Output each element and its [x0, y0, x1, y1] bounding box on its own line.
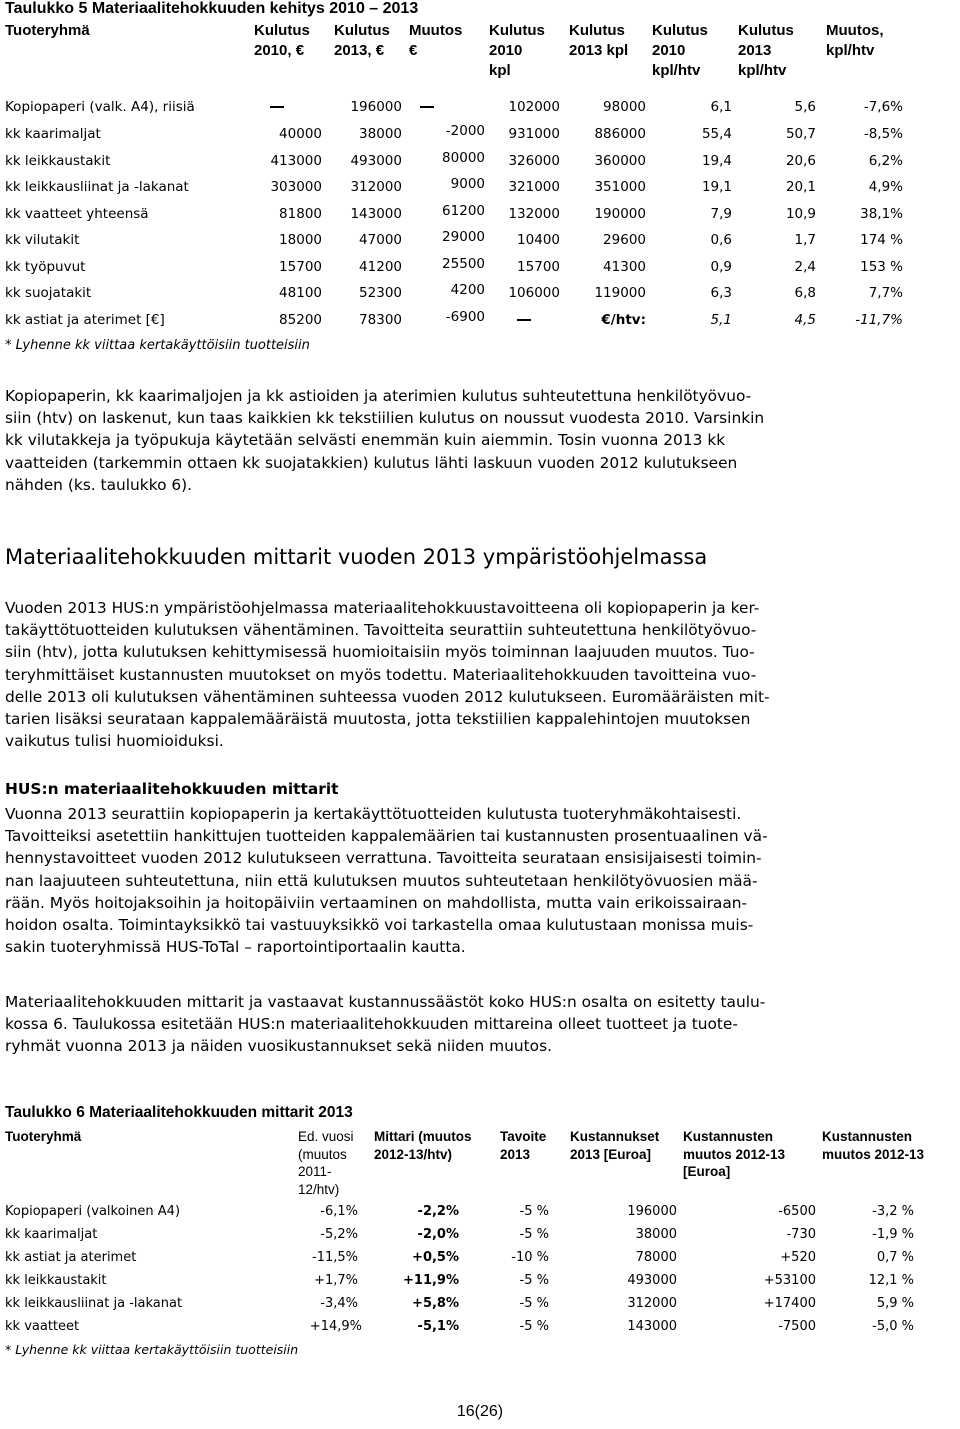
- cell-c6: 55,4: [701, 126, 732, 142]
- cell-c7: 10,9: [785, 206, 816, 222]
- cell-c4: 106000: [508, 285, 560, 301]
- paragraph-3: Vuonna 2013 seurattiin kopiopaperin ja kertakäyttötuotteiden kulutusta tuoteryhmäkohtaisesti. Tavoitteiksi asetettiin hankittujen tuotteiden kappalemäärien tai kustannusten prosentuaalinen vä- hennystavoitteet vuoden 2012 kulutukseen verrattuna. Tavoitteita seurataan ensisijaisesti toimin- nan laajuuteen suhteutettuna, niin että kulutuksen muutos suhteutetaan henkilötyövuosien mää- rään. Myös hoitojaksoihin ja hoitopäiviin vertaaminen on mahdollista, mutta vain erikoissairaan- hoidon osalta. Toimintayksikkö tai vastuuyksikkö voi tarkastella omaa kulutustaan monissa muis- sakin tuoteryhmissä HUS-ToTal – raportointiportaalin kautta.: [5, 805, 768, 957]
- cell-c4: 321000: [508, 179, 560, 195]
- cell-c8: 7,7%: [868, 285, 903, 301]
- row-label: kk leikkausliinat ja -lakanat: [5, 1296, 183, 1311]
- cell-c6: 5,1: [710, 312, 732, 328]
- table5-header-c1: Kulutus 2010, €: [254, 22, 310, 59]
- cell-c2: 41200: [359, 259, 402, 275]
- row-label: kk astiat ja aterimet [€]: [5, 312, 165, 328]
- paragraph-1: Kopiopaperin, kk kaarimaljojen ja kk astioiden ja aterimien kulutus suhteutettuna henkilötyövuo- siin (htv) on laskenut, kun taas kaikkien kk tekstiilien kulutus on noussut vuodesta 2010. Varsinkin kk vilutakkeja ja työpukuja käytetään selvästi enemmän kuin aiemmin. Tosin vuonna 2013 kk vaatteiden (tarkemmin ottaen kk suojatakkien) kulutus lähti laskuun vuoden 2012 kulutukseen nähden (ks. taulukko 6).: [5, 387, 765, 494]
- table5-row: [0, 282, 960, 309]
- row-label: kk vaatteet: [5, 1319, 80, 1334]
- cell-c3: -2000: [445, 123, 485, 139]
- table6-row: [0, 1227, 960, 1249]
- cell-c2: 52300: [359, 285, 402, 301]
- cell-c4: 78000: [635, 1250, 677, 1265]
- cell-c1: -11,5%: [312, 1250, 358, 1265]
- cell-c4: 132000: [508, 206, 560, 222]
- table5-row: [0, 309, 960, 336]
- cell-c3: 80000: [442, 150, 485, 166]
- row-label: kk vilutakit: [5, 232, 80, 248]
- table5-footnote: * Lyhenne kk viittaa kertakäyttöisiin tuotteisiin: [5, 338, 310, 353]
- table5-row: [0, 123, 960, 150]
- cell-c3: -5 %: [519, 1273, 549, 1288]
- cell-c6: -1,9 %: [872, 1227, 914, 1242]
- section-heading: Materiaalitehokkuuden mittarit vuoden 2013 ympäristöohjelmassa: [5, 545, 708, 569]
- paragraph-4: Materiaalitehokkuuden mittarit ja vastaavat kustannussäästöt koko HUS:n osalta on esitetty taulu- kossa 6. Taulukossa esitetään HUS:n materiaalitehokkuuden mittareina olleet tuotteet ja tuote- ryhmät vuonna 2013 ja näiden vuosikustannukset sekä niiden muutos.: [5, 993, 766, 1056]
- table5-header-group: Tuoteryhmä: [5, 22, 90, 39]
- table5-header-c8: Muutos, kpl/htv: [826, 22, 884, 59]
- cell-c6: -5,0 %: [872, 1319, 914, 1334]
- table5-row: [0, 176, 960, 203]
- cell-c2: 196000: [350, 99, 402, 115]
- cell-c3-dash: [420, 99, 434, 115]
- cell-c7: 6,8: [794, 285, 816, 301]
- row-label: kk vaatteet yhteensä: [5, 206, 149, 222]
- table5-header-c4: Kulutus 2010 kpl: [489, 22, 545, 79]
- cell-c3: 61200: [442, 203, 485, 219]
- cell-c6: 19,1: [701, 179, 732, 195]
- cell-c5: +520: [780, 1250, 816, 1265]
- cell-c8: 6,2%: [868, 153, 903, 169]
- cell-c2: -5,1%: [417, 1319, 459, 1334]
- cell-c6: 0,9: [710, 259, 732, 275]
- cell-c2: +11,9%: [403, 1273, 459, 1288]
- cell-c4: 931000: [508, 126, 560, 142]
- cell-c5: 360000: [594, 153, 646, 169]
- cell-c2: 78300: [359, 312, 402, 328]
- cell-c3: 29000: [442, 229, 485, 245]
- table5-header-c6: Kulutus 2010 kpl/htv: [652, 22, 708, 79]
- table5-header-c3: Muutos €: [409, 22, 463, 59]
- table5-row: [0, 229, 960, 256]
- row-label: Kopiopaperi (valkoinen A4): [5, 1204, 181, 1219]
- table6-header-group: Tuoteryhmä: [5, 1129, 82, 1144]
- table6-row: [0, 1319, 960, 1341]
- cell-c1: -5,2%: [320, 1227, 358, 1242]
- cell-c4: 493000: [627, 1273, 677, 1288]
- row-label: kk leikkausliinat ja -lakanat: [5, 179, 189, 195]
- cell-c1: 303000: [270, 179, 322, 195]
- cell-c3: 4200: [450, 282, 485, 298]
- table5-title: Taulukko 5 Materiaalitehokkuuden kehitys 2010 – 2013: [5, 0, 419, 17]
- table6-header-c4: Kustannukset 2013 [Euroa]: [570, 1129, 660, 1162]
- cell-c7: 50,7: [785, 126, 816, 142]
- cell-c4: 102000: [508, 99, 560, 115]
- cell-c6: 0,6: [710, 232, 732, 248]
- table6-header-c3: Tavoite 2013: [500, 1129, 547, 1162]
- cell-c6: 6,1: [710, 99, 732, 115]
- table5-header-c5: Kulutus 2013 kpl: [569, 22, 629, 59]
- cell-c4: 312000: [627, 1296, 677, 1311]
- table5-row: [0, 256, 960, 283]
- table5-header-c7: Kulutus 2013 kpl/htv: [738, 22, 794, 79]
- row-label: kk leikkaustakit: [5, 1273, 107, 1288]
- cell-c8: -7,6%: [863, 99, 903, 115]
- table6-header-c6: Kustannusten muutos 2012-13: [822, 1129, 925, 1162]
- subsection-heading: HUS:n materiaalitehokkuuden mittarit: [5, 780, 339, 798]
- cell-c8: 38,1%: [860, 206, 903, 222]
- cell-c3: -6900: [445, 309, 485, 325]
- table5-header-c2: Kulutus 2013, €: [334, 22, 390, 59]
- cell-c5: 351000: [594, 179, 646, 195]
- cell-c4: 10400: [517, 232, 560, 248]
- cell-c4: 143000: [627, 1319, 677, 1334]
- cell-c7: 4,5: [794, 312, 816, 328]
- table6-header-c2: Mittari (muutos 2012-13/htv): [374, 1129, 472, 1162]
- cell-c3: -5 %: [519, 1319, 549, 1334]
- cell-c3: 9000: [450, 176, 485, 192]
- cell-c7: 1,7: [794, 232, 816, 248]
- table6-header-c5: Kustannusten muutos 2012-13 [Euroa]: [683, 1129, 786, 1179]
- table5-row: [0, 203, 960, 230]
- row-label: kk kaarimaljat: [5, 126, 101, 142]
- cell-c8: 153 %: [860, 259, 903, 275]
- row-label: kk astiat ja aterimet: [5, 1250, 137, 1265]
- cell-c1: -6,1%: [320, 1204, 358, 1219]
- paragraph-2: Vuoden 2013 HUS:n ympäristöohjelmassa materiaalitehokkuustavoitteena oli kopiopaperin ja ker- takäyttötuotteiden kulutuksen vähentäminen. Tavoitteita seurattiin suhteutettuna henkilötyövuo- siin (htv), jotta kulutuksen kehittymisessä huomioitaisiin myös toiminnan laajuuden muutos. Tuo- teryhmittäiset kustannusten muutokset on myös todettu. Materiaalitehokkuuden tavoitteina vuo- delle 2013 oli kulutuksen vähentäminen suhteessa vuoden 2012 kulutukseen. Euromääräisten mit- tarien lisäksi seurataan kappalemääräistä muutosta, jotta tekstiilien kappalehintojen muutoksen vaikutus tulisi huomioiduksi.: [5, 599, 770, 751]
- cell-c5: -7500: [778, 1319, 816, 1334]
- cell-c8: -8,5%: [863, 126, 903, 142]
- cell-c1: -3,4%: [320, 1296, 358, 1311]
- table6-row: [0, 1250, 960, 1272]
- table6-row: [0, 1204, 960, 1226]
- cell-c4: 38000: [635, 1227, 677, 1242]
- cell-c2: +0,5%: [412, 1250, 459, 1265]
- cell-c6: 19,4: [701, 153, 732, 169]
- cell-c6: 12,1 %: [868, 1273, 914, 1288]
- cell-c7: 20,1: [785, 179, 816, 195]
- table5-row: [0, 99, 960, 123]
- cell-c4-dash: [517, 312, 531, 328]
- cell-c5: -6500: [778, 1204, 816, 1219]
- table6-row: [0, 1296, 960, 1318]
- cell-c6: 7,9: [710, 206, 732, 222]
- cell-c3: -5 %: [519, 1296, 549, 1311]
- cell-c3: -5 %: [519, 1204, 549, 1219]
- cell-c7: 2,4: [794, 259, 816, 275]
- cell-c5: 190000: [594, 206, 646, 222]
- table6-header-c1: Ed. vuosi (muutos 2011- 12/htv): [298, 1129, 354, 1197]
- cell-c5: 886000: [594, 126, 646, 142]
- cell-c5: 119000: [594, 285, 646, 301]
- table6-footnote: * Lyhenne kk viittaa kertakäyttöisiin tuotteisiin: [5, 1342, 299, 1357]
- cell-c2: 493000: [350, 153, 402, 169]
- cell-c5: 29600: [603, 232, 646, 248]
- cell-c6: 0,7 %: [876, 1250, 914, 1265]
- row-label: kk suojatakit: [5, 285, 92, 301]
- cell-c2: -2,2%: [417, 1204, 459, 1219]
- cell-c5: 98000: [603, 99, 646, 115]
- row-label: kk leikkaustakit: [5, 153, 111, 169]
- cell-c5: +53100: [763, 1273, 816, 1288]
- row-label: kk työpuvut: [5, 259, 86, 275]
- cell-c5: 41300: [603, 259, 646, 275]
- cell-c2: 38000: [359, 126, 402, 142]
- cell-c2: -2,0%: [417, 1227, 459, 1242]
- table5-row: [0, 150, 960, 177]
- cell-c2: +5,8%: [412, 1296, 459, 1311]
- cell-c6: -3,2 %: [872, 1204, 914, 1219]
- cell-c1: 18000: [279, 232, 322, 248]
- cell-c3: -5 %: [519, 1227, 549, 1242]
- cell-c2: 312000: [350, 179, 402, 195]
- table6-row: [0, 1273, 960, 1295]
- row-label: Kopiopaperi (valk. A4), riisiä: [5, 99, 195, 115]
- cell-c7: 20,6: [785, 153, 816, 169]
- cell-c1: 40000: [279, 126, 322, 142]
- cell-c7: 5,6: [794, 99, 816, 115]
- table6-title: Taulukko 6 Materiaalitehokkuuden mittarit 2013: [5, 1104, 353, 1121]
- cell-c6: 6,3: [710, 285, 732, 301]
- cell-c1: +14,9%: [309, 1319, 362, 1334]
- cell-c8: -11,7%: [855, 312, 903, 328]
- cell-c1: 15700: [279, 259, 322, 275]
- cell-c1: 85200: [279, 312, 322, 328]
- cell-c5: -730: [786, 1227, 816, 1242]
- cell-c8: 4,9%: [868, 179, 903, 195]
- cell-c5: +17400: [763, 1296, 816, 1311]
- cell-c4: 326000: [508, 153, 560, 169]
- cell-c1-dash: [270, 99, 284, 115]
- cell-c1: +1,7%: [314, 1273, 358, 1288]
- cell-c1: 413000: [270, 153, 322, 169]
- cell-c1: 48100: [279, 285, 322, 301]
- cell-c1: 81800: [279, 206, 322, 222]
- cell-c8: 174 %: [860, 232, 903, 248]
- cell-c3: 25500: [442, 256, 485, 272]
- page-number: 16(26): [456, 1403, 504, 1420]
- cell-c4: 196000: [627, 1204, 677, 1219]
- row-label: kk kaarimaljat: [5, 1227, 98, 1242]
- cell-c4: 15700: [517, 259, 560, 275]
- cell-c6: 5,9 %: [876, 1296, 914, 1311]
- cell-c3: -10 %: [511, 1250, 549, 1265]
- cell-c2: 47000: [359, 232, 402, 248]
- cell-c5: €/htv:: [601, 312, 646, 328]
- cell-c2: 143000: [350, 206, 402, 222]
